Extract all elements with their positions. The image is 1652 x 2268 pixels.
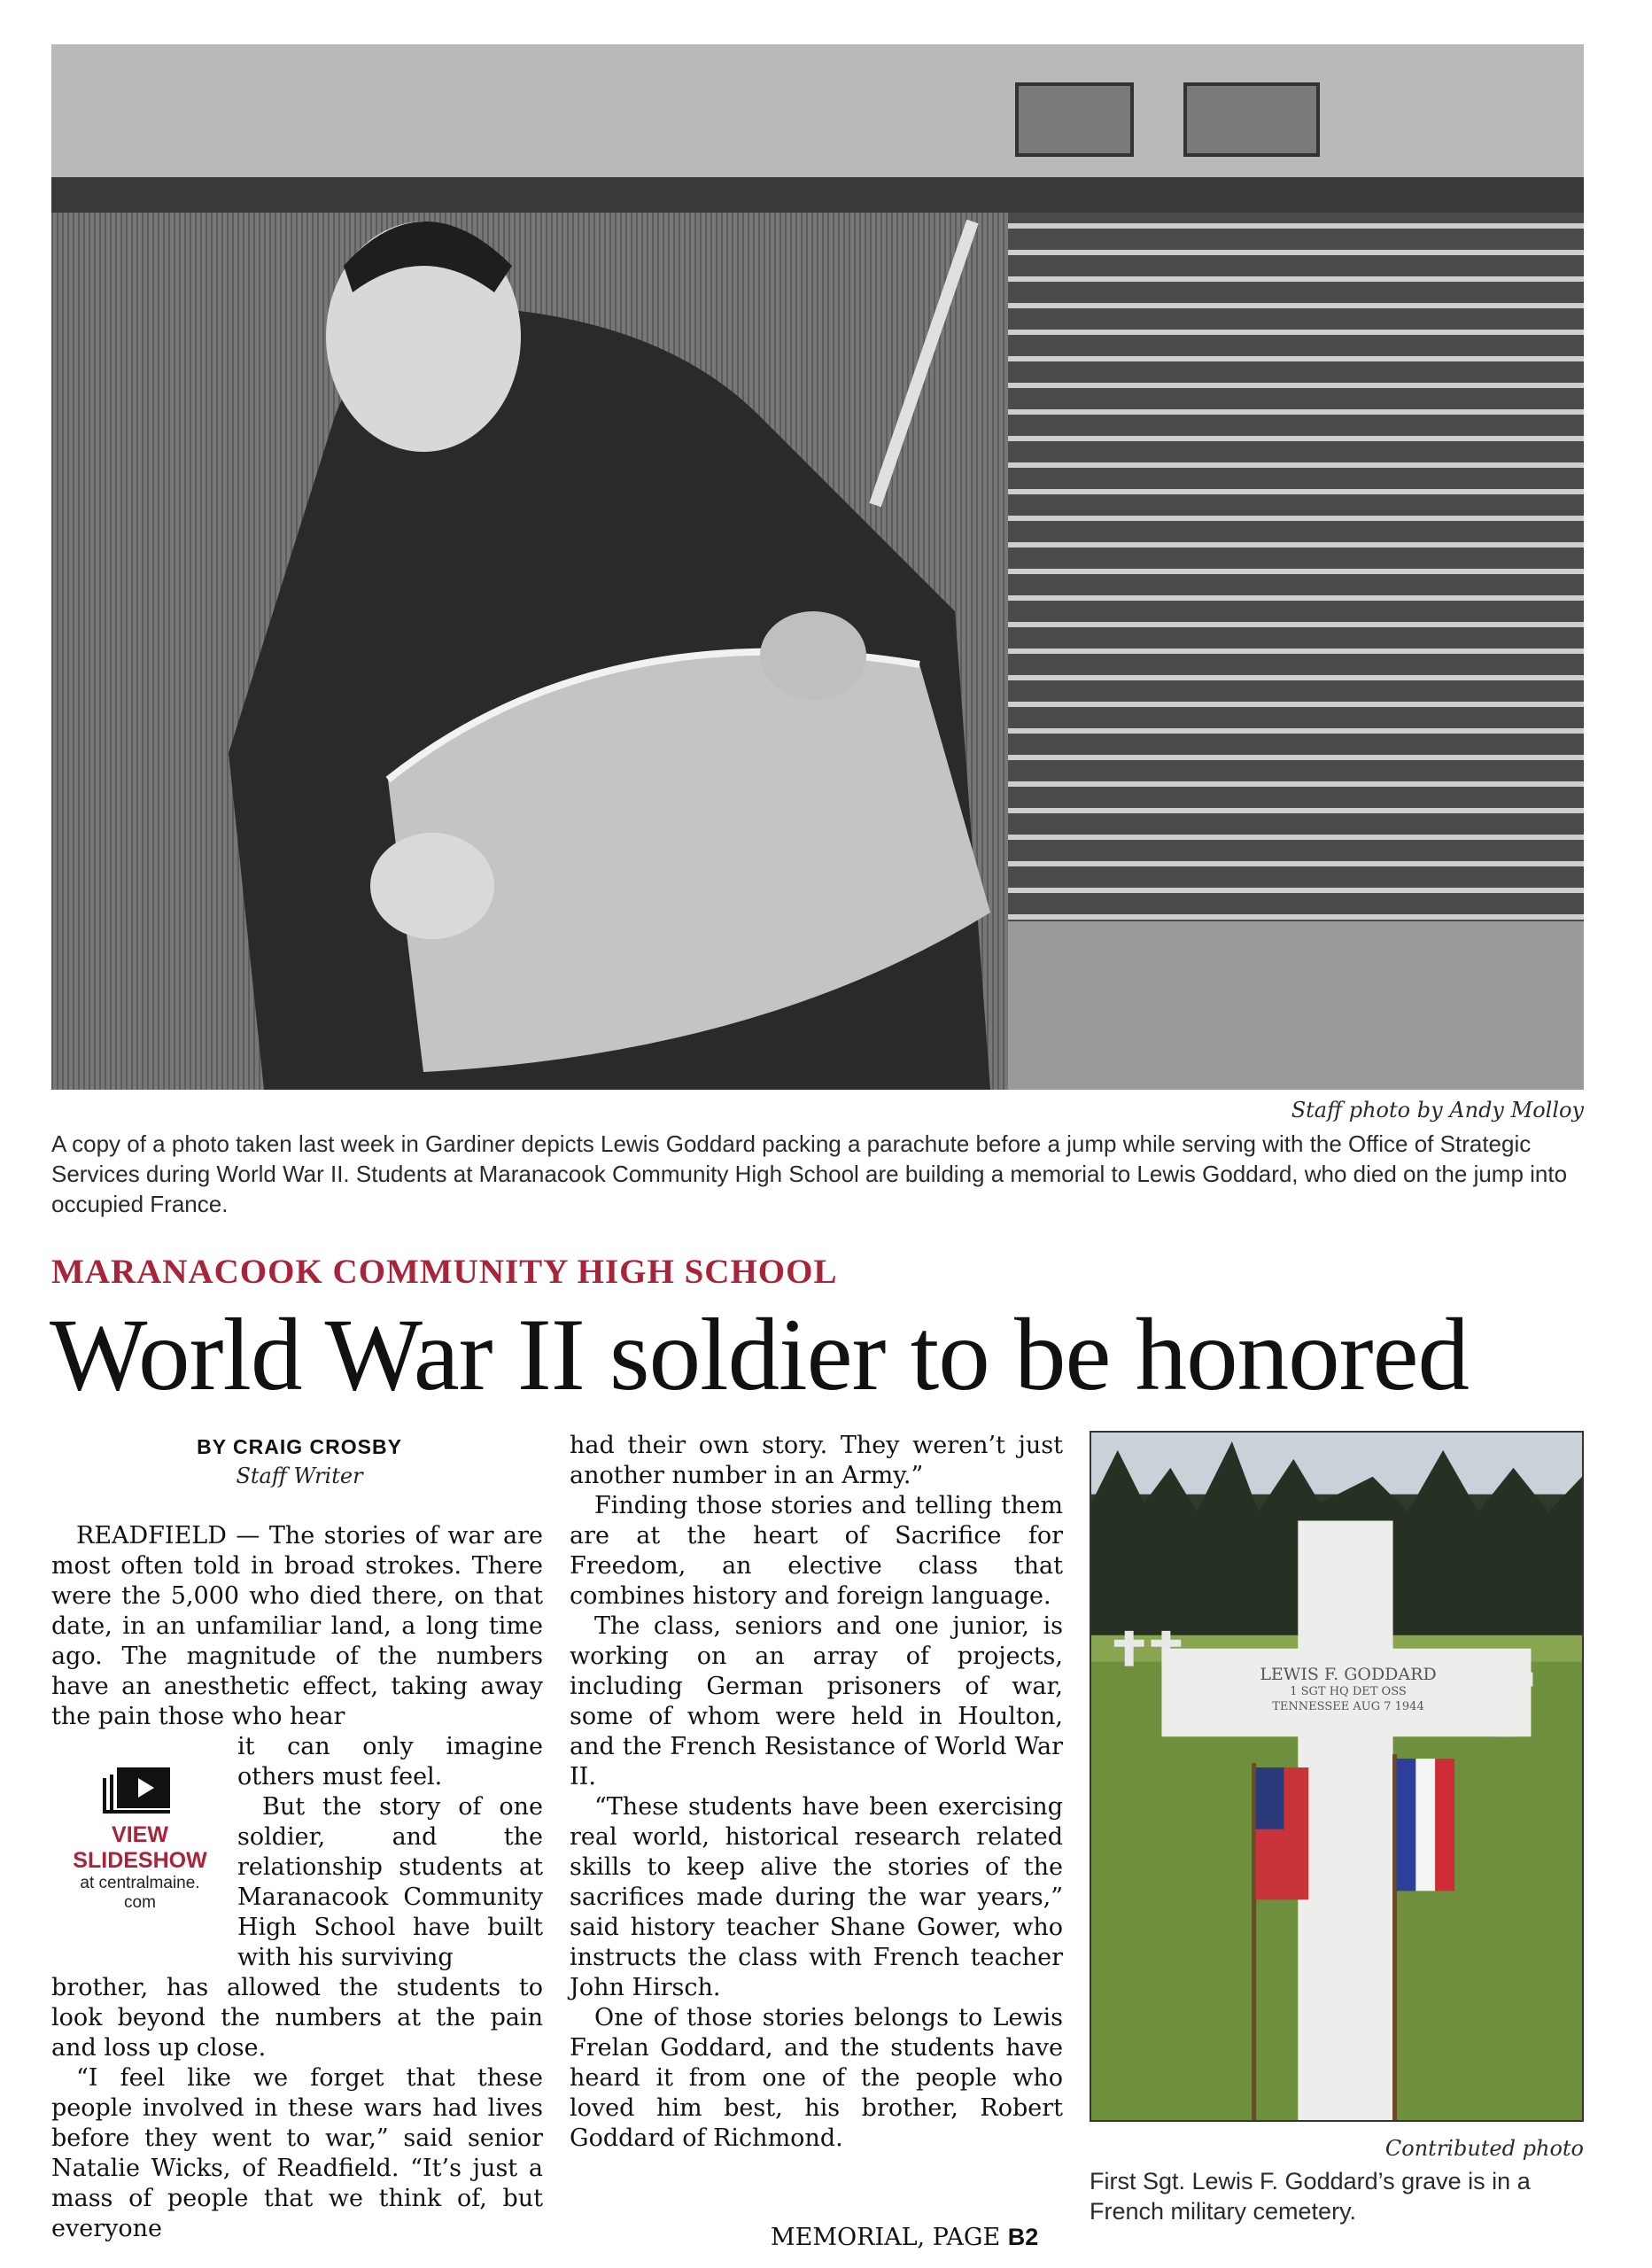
article-paragraph: Finding those stories and telling them are at the heart of Sacrifice for Freedom, an elective class that combines history and foreign language.	[570, 1492, 1063, 1610]
article-column-1-wrap	[237, 1732, 543, 1973]
grave-photo-caption: First Sgt. Lewis F. Goddard’s grave is in a French military cemetery.	[1090, 2168, 1531, 2225]
article-paragraph: The class, seniors and one junior, is working on an array of projects, including German prisoners of war, some of whom were held in Houlton, and the French Resistance of World War II.	[570, 1612, 1063, 1790]
article-column-1	[51, 1521, 543, 1732]
article-column-2	[570, 1431, 1063, 2154]
jump-page: B2	[1007, 2224, 1039, 2250]
slideshow-site-2: com	[124, 1893, 156, 1912]
article-paragraph: But the story of one soldier, and the relationship students at Maranacook Community High School have built with his surviving	[237, 1793, 543, 1971]
article-paragraph: “These students have been exercising real world, historical research related skills to keep alive the stories of the sacrifices made during the war years,” said history teacher Shane Gower, who instructs the class with French teacher John Hirsch.	[570, 1793, 1063, 2001]
grave-photo-credit: Contributed photo	[1384, 2136, 1584, 2161]
slideshow-promo[interactable]	[51, 1767, 229, 1922]
article-paragraph: One of those stories belongs to Lewis Frelan Goddard, and the students have heard it from one of the people who loved him best, his brother, Robert Goddard of Richmond.	[570, 2004, 1063, 2152]
headline: World War II soldier to be honored	[50, 1298, 1470, 1412]
section-kicker: MARANACOOK COMMUNITY HIGH SCHOOL	[51, 1253, 838, 1291]
grave-inscription-date: TENNESSEE AUG 7 1944	[1272, 1700, 1424, 1713]
top-photo-credit: Staff photo by Andy Molloy	[1291, 1098, 1584, 1122]
slideshow-label-slideshow: SLIDESHOW	[73, 1848, 207, 1873]
article-paragraph: READFIELD — The stories of war are most often told in broad strokes. There were the 5,000 who died there, on that date, in an unfamiliar land, a long time ago. The magnitude of the numbers have an anesthetic effect, taking away the pain those who hear	[51, 1522, 543, 1730]
top-photo	[51, 44, 1584, 1090]
grave-photo	[1090, 1431, 1584, 2122]
article-paragraph: had their own story. They weren’t just another number in an Army.”	[570, 1432, 1063, 1489]
top-photo-caption: A copy of a photo taken last week in Gardiner depicts Lewis Goddard packing a parachute before a jump while serving with the Office of Strategic Services during World War II. Students at Maranacook Community High School are building a memorial to Lewis Goddard, who died on the jump into occupied France.	[51, 1130, 1568, 1217]
slideshow-icon	[103, 1767, 177, 1814]
jump-text: MEMORIAL, PAGE	[771, 2224, 1001, 2251]
article-column-1-lower	[51, 1973, 543, 2244]
grave-inscription-name: LEWIS F. GODDARD	[1260, 1665, 1437, 1684]
jump-line[interactable]	[771, 2224, 1038, 2251]
byline-name: BY CRAIG CROSBY	[197, 1435, 402, 1458]
article-paragraph: brother, has allowed the students to look beyond the numbers at the pain and loss up close.	[51, 1974, 543, 2062]
article-paragraph: “I feel like we forget that these people involved in these wars had lives before they went to war,” said senior Natalie Wicks, of Readfield. “It’s just a mass of people that we think of, but everyone	[51, 2064, 543, 2242]
byline-title: Staff Writer	[236, 1464, 363, 1488]
grave-inscription-rank: 1 SGT HQ DET OSS	[1290, 1685, 1407, 1698]
article-paragraph: it can only imagine others must feel.	[237, 1733, 543, 1790]
slideshow-site: at centralmaine.	[80, 1874, 200, 1892]
slideshow-label-view: VIEW	[112, 1822, 168, 1847]
